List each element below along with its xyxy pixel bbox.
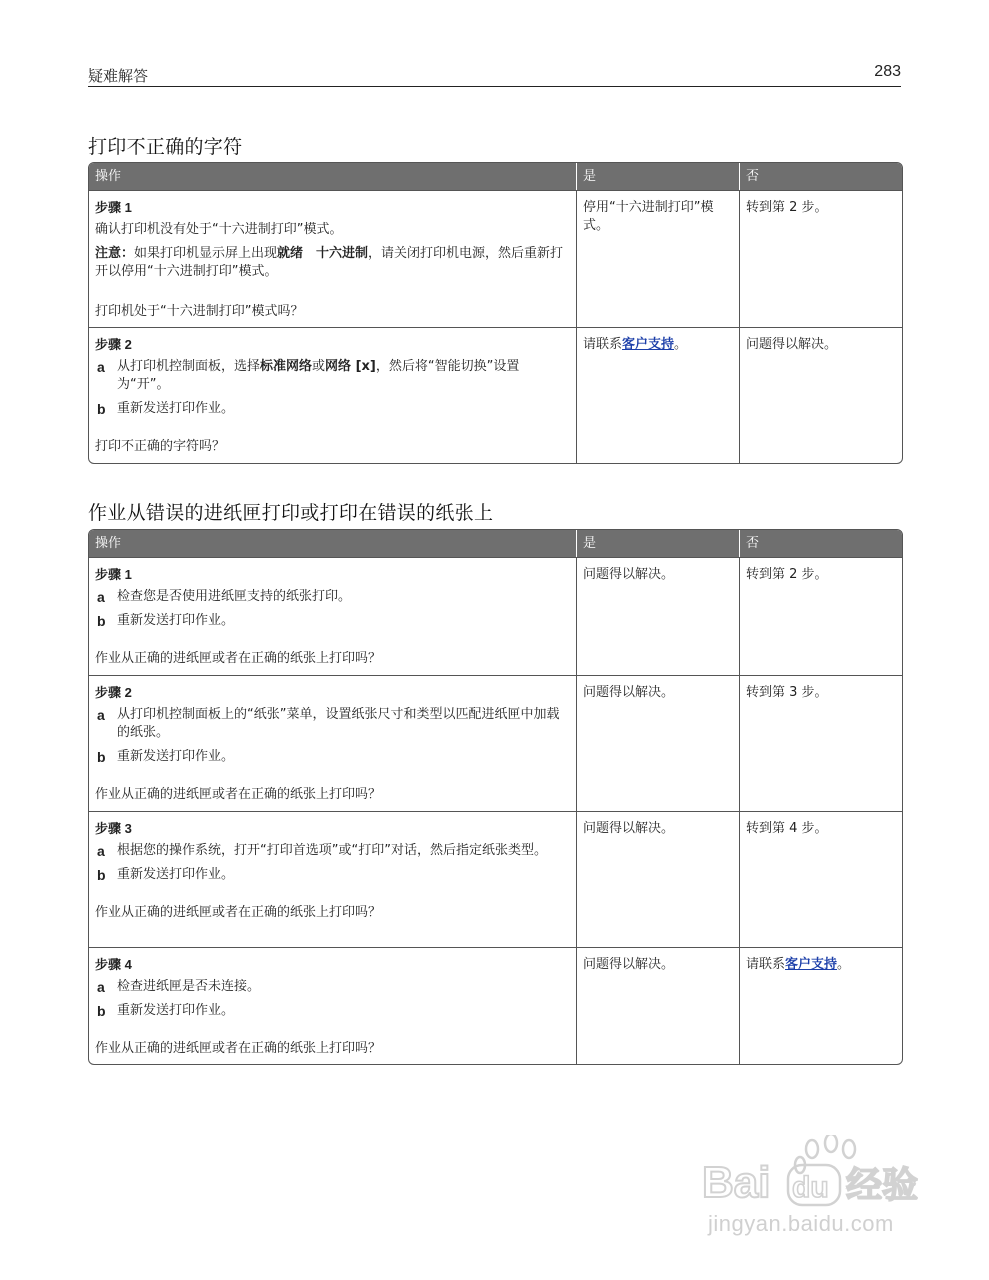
page-header <box>88 62 901 87</box>
no-cell: 问题得以解决。 <box>739 327 902 463</box>
sub-step-text: 重新发送打印作业。 <box>117 401 235 416</box>
step-instruction: 确认打印机没有处于“十六进制打印”模式。 <box>95 222 343 237</box>
troubleshooting-table <box>88 529 903 1065</box>
svg-text:Bai: Bai <box>702 1158 771 1207</box>
no-cell: 转到第 3 步。 <box>739 675 902 811</box>
sub-step-letter: b <box>97 401 106 417</box>
sub-step <box>95 400 570 418</box>
sub-step-text: 检查您是否使用进纸匣支持的纸张打印。 <box>117 589 352 604</box>
no-cell <box>739 947 902 1064</box>
sub-step-text: 重新发送打印作业。 <box>117 1003 235 1018</box>
note-label: 注意： <box>95 246 135 261</box>
section-name: 疑难解答 <box>88 67 149 85</box>
sub-step <box>95 358 570 394</box>
column-header-no: 否 <box>739 530 902 557</box>
section-title: 打印不正确的字符 <box>88 136 243 158</box>
step-label: 步骤 3 <box>95 821 132 836</box>
step-question: 打印机处于“十六进制打印”模式吗？ <box>95 304 304 319</box>
note-text: ，请关闭打印机电源，然后重新打开以停用“十六进制打印”模式。 <box>95 246 564 279</box>
sub-step-letter: a <box>97 843 105 859</box>
action-cell <box>89 947 576 1064</box>
sub-step-letter: b <box>97 749 106 765</box>
sub-step <box>95 866 570 884</box>
action-cell <box>89 327 576 463</box>
sub-step-letter: b <box>97 613 106 629</box>
sub-step <box>95 706 570 742</box>
step-question: 作业从正确的进纸匣或者在正确的纸张上打印吗？ <box>95 651 382 666</box>
sub-step <box>95 588 570 606</box>
sub-step-letter: a <box>97 589 105 605</box>
troubleshooting-table <box>88 162 903 464</box>
sub-step <box>95 978 570 996</box>
no-cell: 转到第 2 步。 <box>739 190 902 327</box>
column-header-yes: 是 <box>576 163 739 190</box>
baidu-logo-icon <box>700 1135 935 1213</box>
step-question: 作业从正确的进纸匣或者在正确的纸张上打印吗？ <box>95 1041 382 1056</box>
cell-text: 请联系 <box>583 337 623 352</box>
watermark-url: jingyan.baidu.com <box>708 1211 894 1236</box>
action-cell <box>89 811 576 947</box>
table-header-row <box>89 530 902 557</box>
action-cell <box>89 557 576 675</box>
sub-step-text: 重新发送打印作业。 <box>117 613 235 628</box>
table-row <box>89 675 902 811</box>
table-row <box>89 327 902 463</box>
yes-cell: 问题得以解决。 <box>576 811 739 947</box>
yes-cell: 问题得以解决。 <box>576 947 739 1064</box>
sub-step-text: 检查进纸匣是否未连接。 <box>117 979 261 994</box>
baidu-jingyan-watermark <box>700 1135 940 1255</box>
yes-cell: 问题得以解决。 <box>576 675 739 811</box>
cell-text: 请联系 <box>746 957 786 972</box>
step-label: 步骤 2 <box>95 337 132 352</box>
cell-text: 。 <box>674 337 688 352</box>
action-cell <box>89 190 576 327</box>
step-label: 步骤 1 <box>95 200 132 215</box>
cell-text: 。 <box>837 957 851 972</box>
svg-text:du: du <box>792 1171 829 1204</box>
no-cell: 转到第 2 步。 <box>739 557 902 675</box>
sub-step <box>95 1002 570 1020</box>
note-bold-text: 就绪 十六进制 <box>277 246 369 261</box>
sub-step-text: 从打印机控制面板，选择 <box>117 359 261 374</box>
sub-step <box>95 612 570 630</box>
table-row <box>89 557 902 675</box>
sub-step-letter: a <box>97 979 105 995</box>
table-row <box>89 947 902 1064</box>
step-label: 步骤 2 <box>95 685 132 700</box>
column-header-action: 操作 <box>89 163 576 190</box>
column-header-no: 否 <box>739 163 902 190</box>
sub-step-letter: a <box>97 359 105 375</box>
step-label: 步骤 4 <box>95 957 132 972</box>
menu-item-text: 标准网络 <box>260 359 313 374</box>
sub-step-letter: b <box>97 1003 106 1019</box>
note <box>95 245 570 281</box>
no-cell: 转到第 4 步。 <box>739 811 902 947</box>
sub-step-text: 从打印机控制面板上的“纸张”菜单，设置纸张尺寸和类型以匹配进纸匣中加载的纸张。 <box>117 707 560 740</box>
sub-step-text: 重新发送打印作业。 <box>117 867 235 882</box>
step-question: 打印不正确的字符吗？ <box>95 439 226 454</box>
sub-step-text: ，然后将“智能切换”设置为“开”。 <box>117 359 520 392</box>
yes-cell: 问题得以解决。 <box>576 557 739 675</box>
table-header-row <box>89 163 902 190</box>
sub-step-letter: b <box>97 867 106 883</box>
page-number: 283 <box>874 63 901 80</box>
step-question: 作业从正确的进纸匣或者在正确的纸张上打印吗？ <box>95 787 382 802</box>
column-header-action: 操作 <box>89 530 576 557</box>
customer-support-link[interactable]: 客户支持 <box>622 337 675 352</box>
step-label: 步骤 1 <box>95 567 132 582</box>
step-question: 作业从正确的进纸匣或者在正确的纸张上打印吗？ <box>95 905 382 920</box>
sub-step-text: 重新发送打印作业。 <box>117 749 235 764</box>
table-row <box>89 190 902 327</box>
menu-item-text: 网络 [x] <box>325 359 376 374</box>
sub-step-letter: a <box>97 707 105 723</box>
column-header-yes: 是 <box>576 530 739 557</box>
table-row <box>89 811 902 947</box>
action-cell <box>89 675 576 811</box>
section-title: 作业从错误的进纸匣打印或打印在错误的纸张上 <box>88 502 494 524</box>
yes-cell <box>576 327 739 463</box>
sub-step <box>95 748 570 766</box>
customer-support-link[interactable]: 客户支持 <box>785 957 838 972</box>
sub-step-text: 或 <box>312 359 326 374</box>
sub-step-text: 根据您的操作系统，打开“打印首选项”或“打印”对话，然后指定纸张类型。 <box>117 843 547 858</box>
yes-cell: 停用“十六进制打印”模式。 <box>576 190 739 327</box>
note-text: 如果打印机显示屏上出现 <box>134 246 278 261</box>
svg-text:经验: 经验 <box>846 1165 919 1206</box>
sub-step <box>95 842 570 860</box>
